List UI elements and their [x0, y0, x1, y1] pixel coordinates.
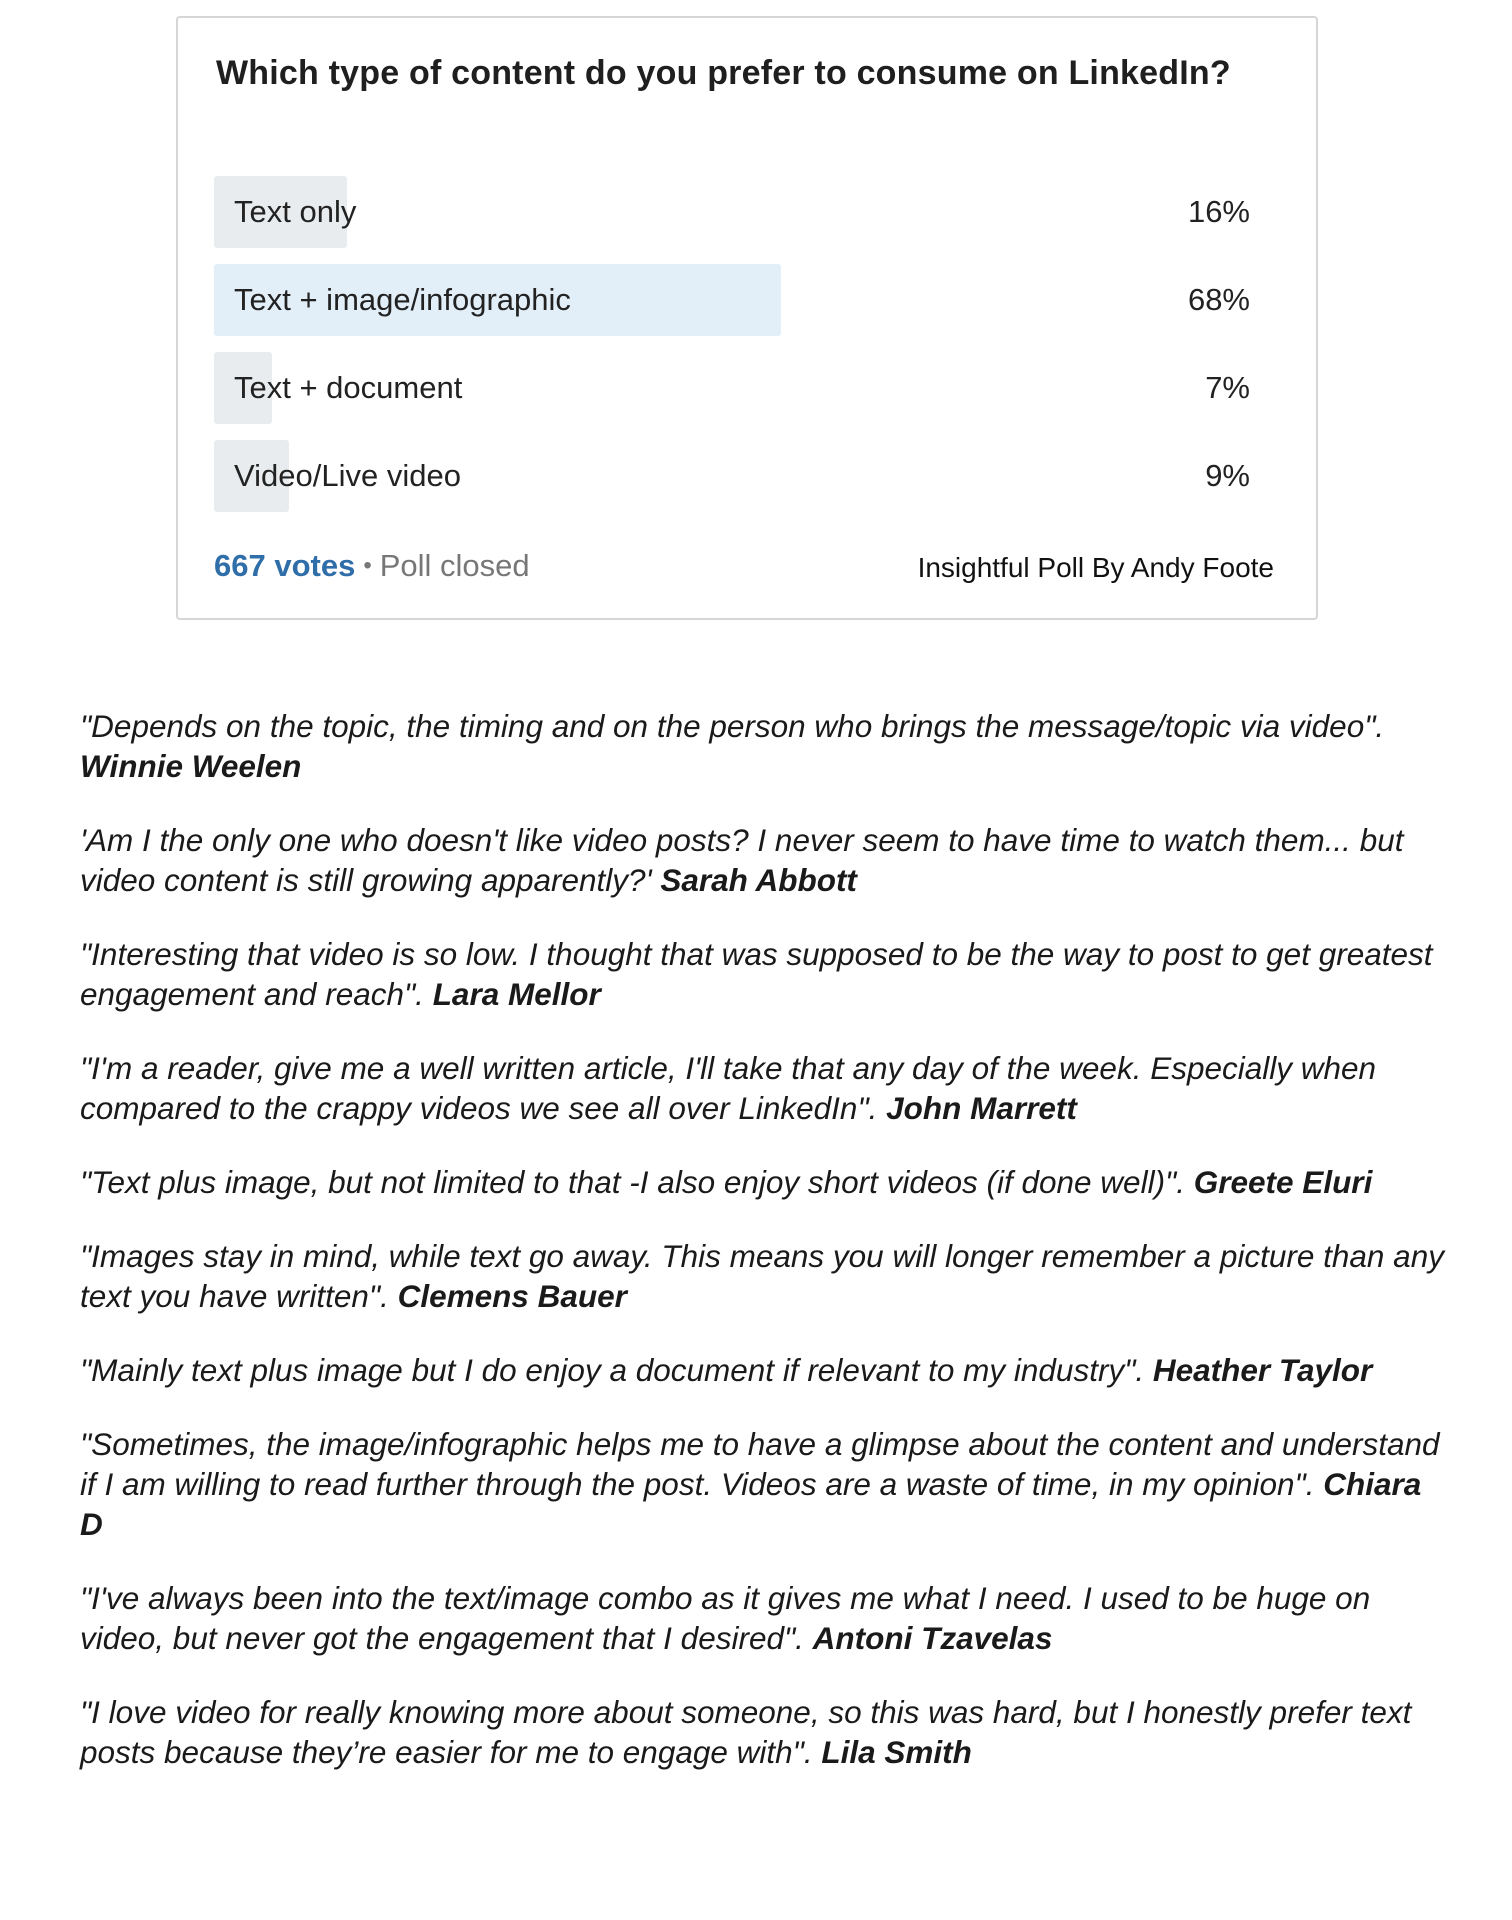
quote-text: "Images stay in mind, while text go away. This means you will longer remember a picture than any text you have written". [80, 1238, 1444, 1314]
poll-credit: Insightful Poll By Andy Foote [917, 552, 1274, 583]
quotes-list [80, 706, 1452, 1806]
poll-option [214, 352, 1250, 424]
quote-text: "Mainly text plus image but I do enjoy a document if relevant to my industry". [80, 1352, 1153, 1388]
quote [80, 1048, 1452, 1128]
quote-text: "I've always been into the text/image combo as it gives me what I need. I used to be huge on video, but never got the engagement that I desired". [80, 1580, 1371, 1656]
quote-author: John Marrett [886, 1090, 1077, 1126]
quote-author: Sarah Abbott [660, 862, 857, 898]
quote [80, 820, 1452, 900]
quote-author: Chiara D [80, 1466, 1422, 1542]
quote-author: Lila Smith [821, 1734, 972, 1770]
quote-text: "I'm a reader, give me a well written article, I'll take that any day of the week. Especially when compared to the crappy videos we see all over LinkedIn". [80, 1050, 1377, 1126]
option-label: Text + document [234, 370, 463, 405]
separator-dot: • [363, 552, 372, 579]
option-label: Text + image/infographic [234, 282, 571, 317]
poll-status: Poll closed [379, 548, 530, 583]
poll-footer [214, 548, 530, 584]
poll-options [214, 176, 1250, 528]
option-label: Video/Live video [234, 458, 461, 493]
option-percent: 16% [1187, 194, 1250, 229]
quote [80, 1162, 1452, 1202]
option-percent: 9% [1205, 458, 1250, 493]
quote [80, 1350, 1452, 1390]
quote-text: 'Am I the only one who doesn't like video posts? I never seem to have time to watch them... but video content is still growing apparently?' [80, 822, 1404, 898]
poll-card [176, 16, 1318, 620]
quote-author: Winnie Weelen [80, 748, 302, 784]
poll-question: Which type of content do you prefer to consume on LinkedIn? [216, 54, 1231, 92]
option-percent: 68% [1187, 282, 1250, 317]
quote-text: "Text plus image, but not limited to that -I also enjoy short videos (if done well)". [80, 1164, 1194, 1200]
quote-author: Antoni Tzavelas [812, 1620, 1053, 1656]
quote-text: "I love video for really knowing more about someone, so this was hard, but I honestly prefer text posts because they’re easier for me to engage with". [80, 1694, 1412, 1770]
quote [80, 706, 1452, 786]
quote [80, 1692, 1452, 1772]
quote-author: Lara Mellor [432, 976, 601, 1012]
quote [80, 1236, 1452, 1316]
poll-option [214, 264, 1250, 336]
option-percent: 7% [1205, 370, 1250, 405]
quote [80, 1578, 1452, 1658]
quote-author: Heather Taylor [1152, 1352, 1373, 1388]
votes-count-link[interactable]: 667 votes [214, 548, 356, 583]
quote-text: "Interesting that video is so low. I thought that was supposed to be the way to post to get greatest engagement and reach". [80, 936, 1433, 1012]
quote-author: Greete Eluri [1193, 1164, 1373, 1200]
quote-text: "Sometimes, the image/infographic helps me to have a glimpse about the content and understand if I am willing to read further through the post. Videos are a waste of time, in my opinion". [80, 1426, 1440, 1502]
poll-option [214, 176, 1250, 248]
quote [80, 934, 1452, 1014]
option-label: Text only [234, 194, 357, 229]
quote-author: Clemens Bauer [397, 1278, 627, 1314]
quote-text: "Depends on the topic, the timing and on the person who brings the message/topic via video". [80, 708, 1385, 744]
poll-option [214, 440, 1250, 512]
quote [80, 1424, 1452, 1544]
